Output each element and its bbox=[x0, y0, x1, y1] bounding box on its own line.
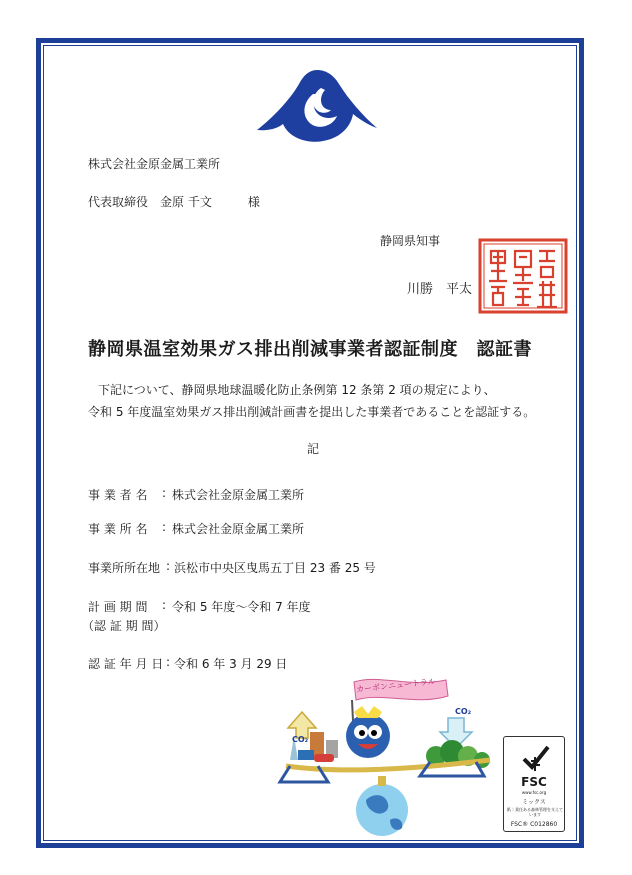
detail-colon: : bbox=[162, 520, 167, 534]
detail-colon: : bbox=[166, 655, 171, 669]
document-title: 静岡県温室効果ガス排出削減事業者認証制度 認証書 bbox=[88, 339, 532, 360]
carbon-neutral-illustration bbox=[270, 670, 500, 842]
fsc-tree-check-icon bbox=[518, 743, 552, 773]
detail-label-office-address: 事業所所在地 bbox=[88, 561, 161, 575]
detail-value-business-name: 株式会社金原金属工業所 bbox=[172, 488, 305, 502]
ki-heading: 記 bbox=[307, 442, 320, 456]
detail-colon: : bbox=[162, 486, 167, 500]
fsc-brand: FSC bbox=[521, 775, 547, 789]
period-note: （認 証 期 間） bbox=[82, 619, 166, 633]
detail-value-certification-date: 令和 6 年 3 月 29 日 bbox=[174, 657, 288, 671]
detail-colon: : bbox=[162, 598, 167, 612]
detail-value-office-name: 株式会社金原金属工業所 bbox=[172, 522, 305, 536]
fsc-note: 紙｜責任ある森林管理を支えています bbox=[507, 807, 563, 817]
detail-value-plan-period: 令和 5 年度〜令和 7 年度 bbox=[172, 600, 311, 614]
body-line-2: 令和 5 年度温室効果ガス排出削減計画書を提出した事業者であることを認証する。 bbox=[88, 405, 536, 419]
detail-label-office-name: 事 業 所 名 bbox=[88, 522, 148, 536]
prefecture-emblem-icon bbox=[253, 64, 381, 148]
fsc-url: www.fsc.org bbox=[521, 790, 547, 795]
fsc-label bbox=[503, 736, 565, 832]
issuer-title: 静岡県知事 bbox=[380, 234, 441, 248]
co2-label-right: CO₂ bbox=[455, 707, 472, 716]
fsc-code: FSC® C012860 bbox=[510, 821, 558, 828]
issuer-name: 川勝 平太 bbox=[407, 282, 473, 297]
detail-label-plan-period: 計 画 期 間 bbox=[88, 600, 148, 614]
body-line-1: 下記について、静岡県地球温暖化防止条例第 12 条第 2 項の規定により、 bbox=[98, 383, 496, 397]
official-seal-stamp bbox=[477, 237, 569, 315]
banner-text: カーボンニュートラル bbox=[355, 676, 437, 695]
detail-value-office-address: 浜松市中央区曳馬五丁目 23 番 25 号 bbox=[174, 561, 376, 575]
recipient-representative: 代表取締役 金原 千文 様 bbox=[88, 195, 260, 209]
detail-colon: : bbox=[166, 559, 171, 573]
detail-label-business-name: 事 業 者 名 bbox=[88, 488, 148, 502]
detail-label-certification-date: 認 証 年 月 日 bbox=[88, 657, 164, 671]
recipient-company: 株式会社金原金属工業所 bbox=[88, 157, 221, 171]
fsc-mix: ミックス bbox=[522, 799, 546, 806]
co2-label-left: CO₂ bbox=[292, 735, 309, 744]
